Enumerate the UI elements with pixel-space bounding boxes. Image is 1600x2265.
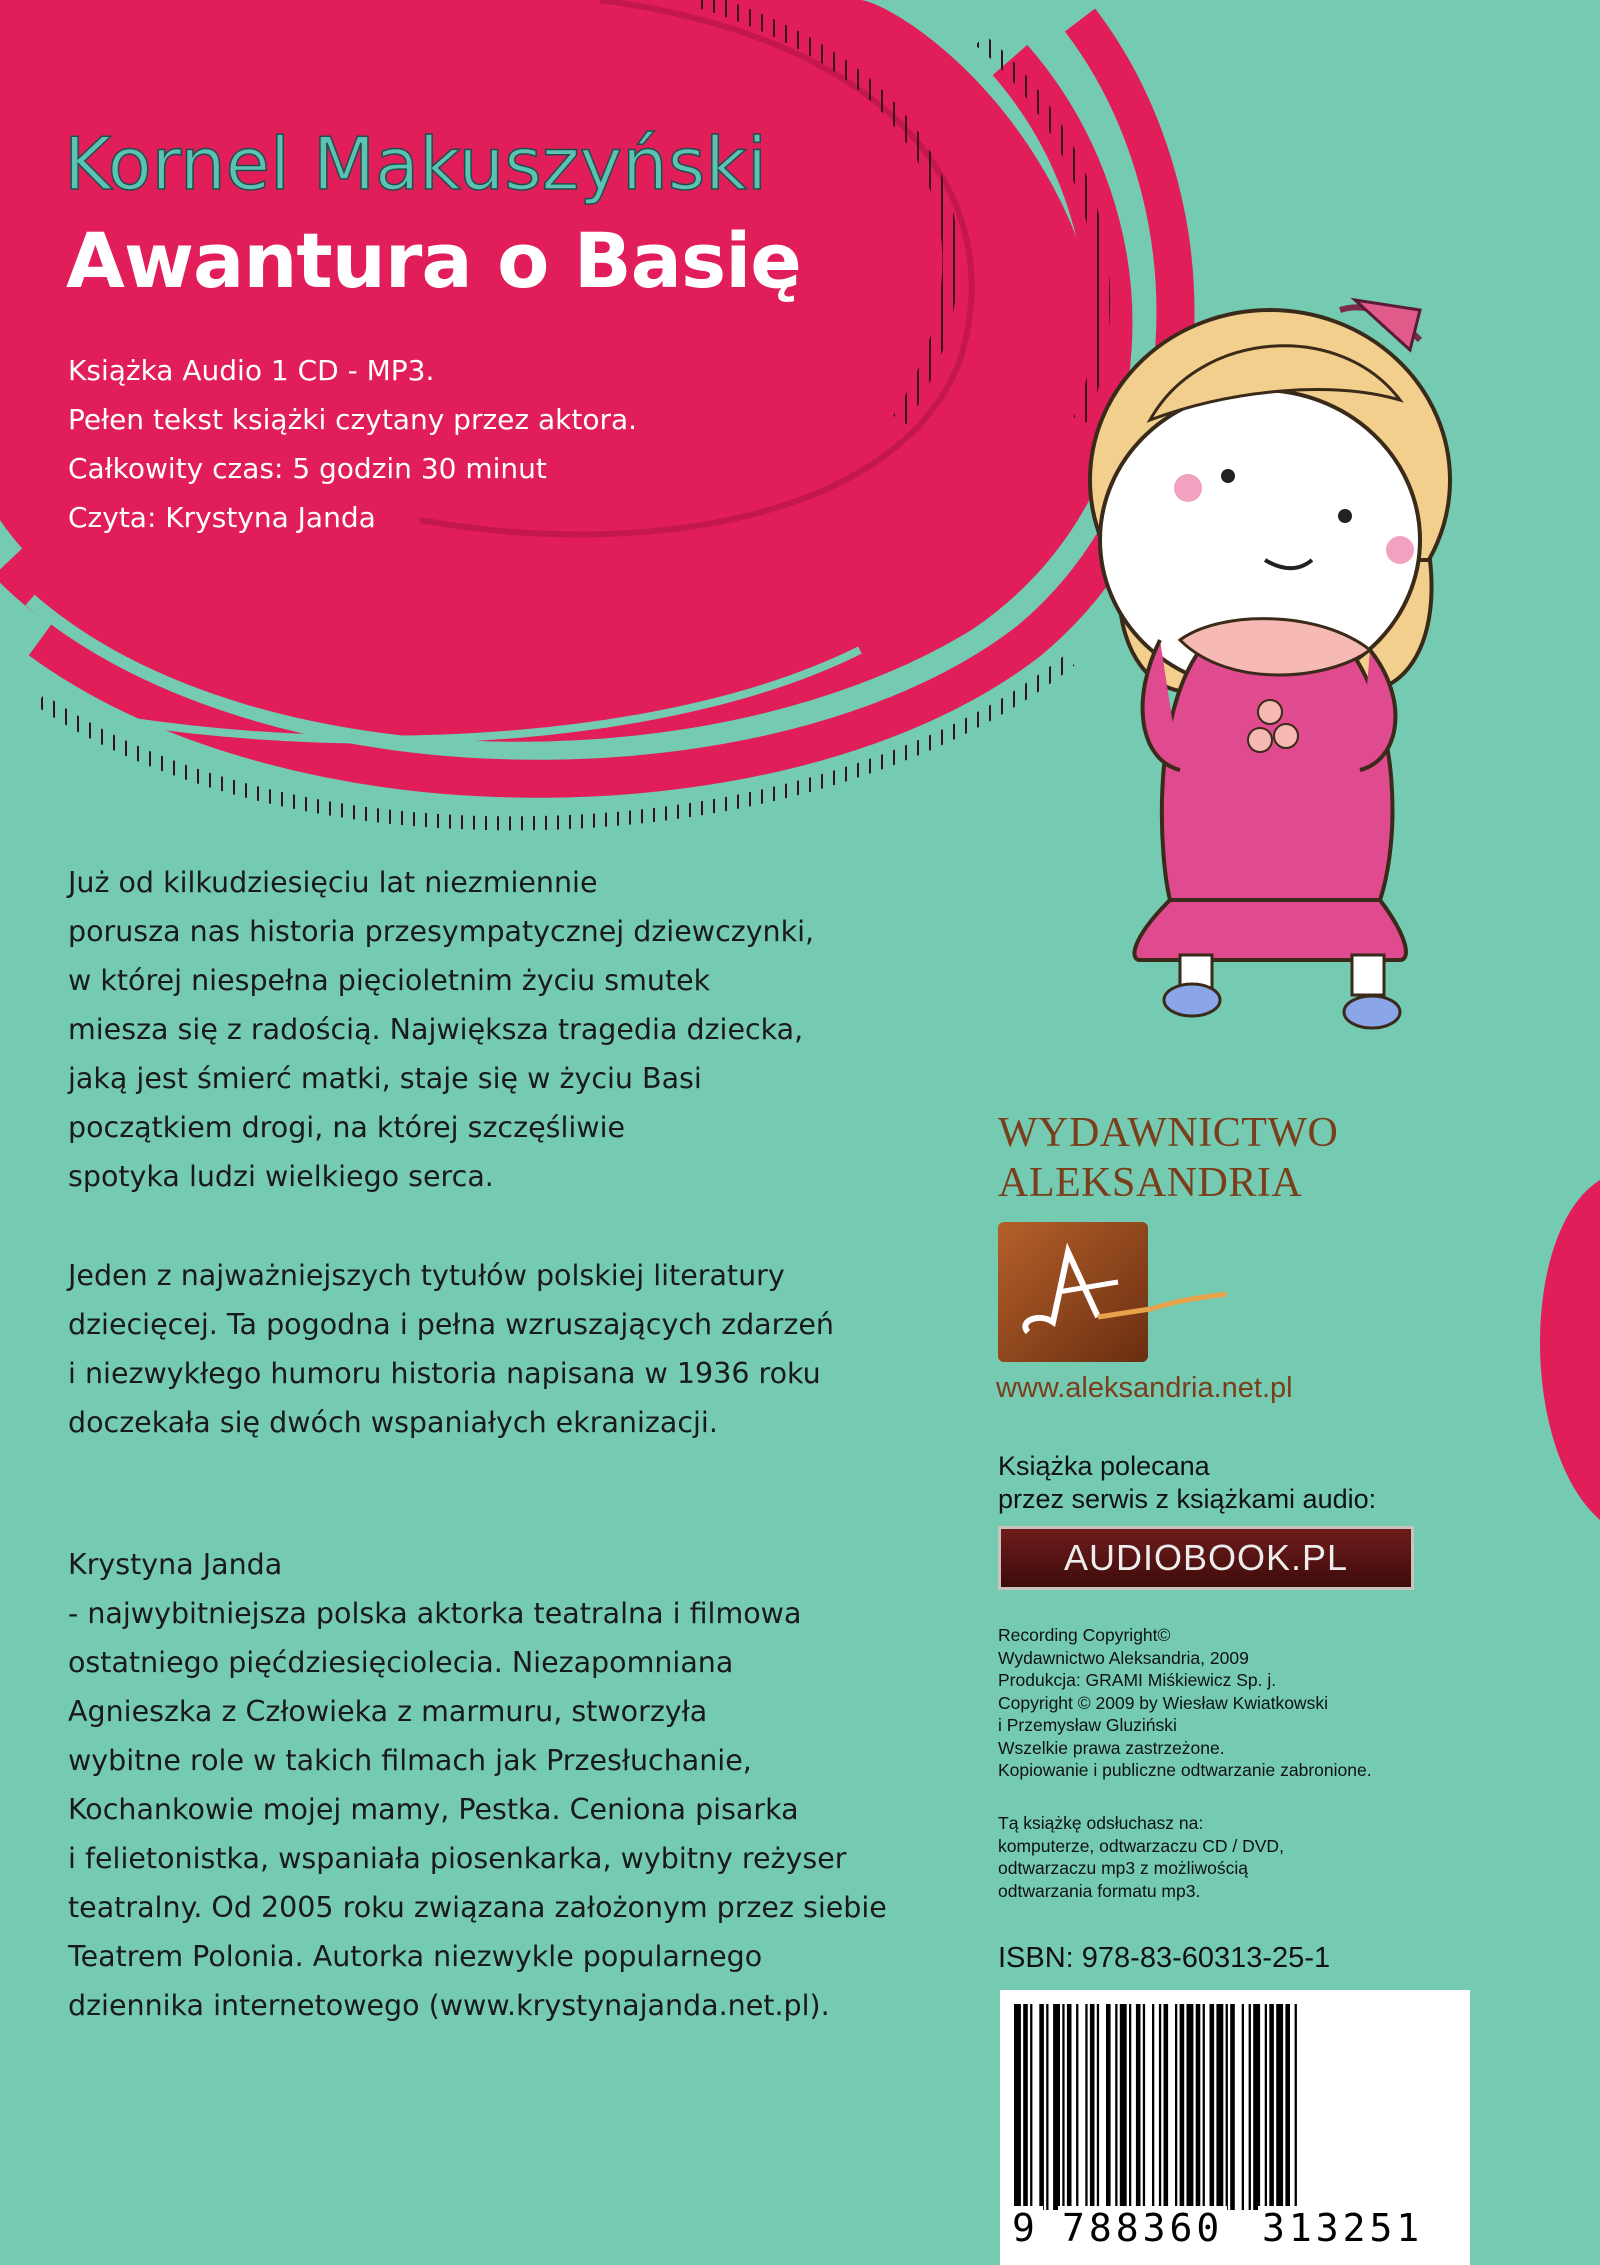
- barcode-bar: [1143, 2004, 1145, 2210]
- barcode-bar: [1249, 2004, 1251, 2210]
- barcode-bar: [1115, 2004, 1117, 2210]
- barcode-bar: [1136, 2004, 1141, 2210]
- narrator-bio: [68, 1540, 887, 2030]
- barcode-bar: [1180, 2004, 1185, 2210]
- text-line: dziecięcej. Ta pogodna i pełna wzruszających zdarzeń: [68, 1308, 834, 1341]
- barcode-bar: [1265, 2004, 1267, 2210]
- text-line: ostatniego pięćdziesięciolecia. Niezapomniana: [68, 1646, 734, 1679]
- publisher-url-link[interactable]: www.aleksandria.net.pl: [996, 1372, 1293, 1404]
- text-line: Jeden z najważniejszych tytułów polskiej literatury: [68, 1259, 785, 1292]
- text-line: Teatrem Polonia. Autorka niezwykle popularnego: [68, 1940, 763, 1973]
- text-line: dziennika internetowego (www.krystynajanda.net.pl).: [68, 1989, 830, 2022]
- info-line: Pełen tekst książki czytany przez aktora.: [68, 403, 638, 436]
- text-line: komputerze, odtwarzaczu CD / DVD,: [998, 1835, 1284, 1856]
- barcode-bar: [1175, 2004, 1177, 2210]
- barcode-bar: [1295, 2004, 1297, 2240]
- barcode-bar: [1159, 2004, 1161, 2240]
- barcode-bar: [1120, 2004, 1127, 2210]
- text-line: Produkcja: GRAMI Miśkiewicz Sp. j.: [998, 1670, 1277, 1690]
- text-line: Już od kilkudziesięciu lat niezmiennie: [68, 866, 598, 899]
- barcode-bar: [1242, 2004, 1244, 2210]
- text-line: Recording Copyright©: [998, 1625, 1171, 1645]
- text-line: miesza się z radością. Największa tragedia dziecka,: [68, 1013, 804, 1046]
- text-line: wybitne role w takich filmach jak Przesłuchanie,: [68, 1744, 752, 1777]
- bio-heading: Krystyna Janda: [68, 1548, 283, 1581]
- barcode-bar: [1187, 2004, 1194, 2210]
- text-line: przez serwis z książkami audio:: [998, 1484, 1377, 1514]
- text-line: początkiem drogi, na której szczęśliwie: [68, 1111, 626, 1144]
- publisher-name: [998, 1108, 1338, 1208]
- text-line: Kopiowanie i publiczne odtwarzanie zabronione.: [998, 1760, 1372, 1780]
- barcode-bar: [1014, 2004, 1021, 2240]
- barcode-bar: [1164, 2004, 1169, 2210]
- text-line: Wydawnictwo Aleksandria, 2009: [998, 1647, 1249, 1668]
- text-line: Agnieszka z Człowieka z marmuru, stworzyła: [68, 1695, 708, 1728]
- barcode-bar: [1276, 2004, 1283, 2210]
- text-line: Tą książkę odsłuchasz na:: [998, 1813, 1204, 1833]
- barcode-bar: [1285, 2004, 1290, 2210]
- barcode-bar: [1097, 2004, 1099, 2210]
- publisher-line: WYDAWNICTWO: [998, 1110, 1339, 1156]
- text-line: teatralny. Od 2005 roku związana założonym przez siebie: [68, 1891, 887, 1924]
- text-line: odtwarzaczu mp3 z możliwością: [998, 1858, 1248, 1878]
- barcode-bar: [1269, 2004, 1274, 2210]
- red-side-arc: [1540, 1180, 1600, 1520]
- audiobook-badge[interactable]: AUDIOBOOK.PL: [998, 1526, 1414, 1590]
- barcode: [1000, 1990, 1470, 2265]
- text-line: jaką jest śmierć matki, staje się w życiu Basi: [68, 1062, 702, 1095]
- barcode-bar: [1152, 2004, 1154, 2210]
- text-line: porusza nas historia przesympatycznej dziewczynki,: [68, 915, 815, 948]
- barcode-bar: [1085, 2004, 1087, 2210]
- text-line: odtwarzania formatu mp3.: [998, 1880, 1201, 1901]
- barcode-bar: [1216, 2004, 1223, 2210]
- text-line: i Przemysław Gluziński: [998, 1715, 1177, 1735]
- isbn-number: ISBN: 978-83-60313-25-1: [998, 1942, 1331, 1974]
- text-line: doczekała się dwóch wspaniałych ekranizacji.: [68, 1406, 718, 1439]
- description-paragraph-2: [68, 1251, 834, 1447]
- barcode-bar: [1090, 2004, 1095, 2210]
- text-line: - najwybitniejsza polska aktorka teatralna i filmowa: [68, 1597, 802, 1630]
- text-line: Wszelkie prawa zastrzeżone.: [998, 1737, 1225, 1758]
- text-line: Kochankowie mojej mamy, Pestka. Ceniona pisarka: [68, 1793, 799, 1826]
- barcode-bar: [1210, 2004, 1215, 2210]
- text-line: w której niespełna pięcioletnim życiu smutek: [68, 964, 711, 997]
- barcode-bar: [1129, 2004, 1131, 2210]
- publisher-line: ALEKSANDRIA: [998, 1160, 1303, 1206]
- book-title: Awantura o Basię: [66, 216, 801, 305]
- barcode-bar: [1203, 2004, 1205, 2210]
- author-name: Kornel Makuszyński: [64, 122, 767, 206]
- text-line: Książka polecana: [998, 1451, 1210, 1481]
- barcode-bar: [1106, 2004, 1111, 2210]
- barcode-bar: [1253, 2004, 1260, 2210]
- barcode-bar: [1023, 2004, 1028, 2240]
- barcode-bar: [1046, 2004, 1048, 2210]
- barcode-bar: [1226, 2004, 1228, 2210]
- text-line: i niezwykłego humoru historia napisana w 1936 roku: [68, 1357, 821, 1390]
- info-line: Całkowity czas: 5 godzin 30 minut: [68, 452, 547, 485]
- barcode-digits-left: 788360: [1058, 2206, 1227, 2250]
- info-line: Czyta: Krystyna Janda: [68, 501, 376, 534]
- audiobook-info: [68, 346, 637, 542]
- info-line: Książka Audio 1 CD - MP3.: [68, 354, 435, 387]
- barcode-bar: [1039, 2004, 1044, 2210]
- barcode-bar: [1062, 2004, 1064, 2210]
- text-line: Copyright © 2009 by Wiesław Kwiatkowski: [998, 1692, 1328, 1713]
- barcode-digits-right: 313251: [1258, 2206, 1427, 2250]
- girl-illustration: [1090, 300, 1450, 1028]
- text-line: i felietonistka, wspaniała piosenkarka, wybitny reżyser: [68, 1842, 847, 1875]
- barcode-bar: [1067, 2004, 1072, 2210]
- description-paragraph-1: [68, 858, 814, 1201]
- barcode-digit-first: 9: [1008, 2206, 1043, 2250]
- recommendation-text: [998, 1450, 1376, 1516]
- barcode-bar: [1030, 2004, 1032, 2210]
- barcode-digits: [1000, 2206, 1470, 2256]
- compatibility-info: [998, 1812, 1284, 1902]
- publisher-logo-icon: [998, 1222, 1148, 1362]
- barcode-bar: [1196, 2004, 1201, 2210]
- barcode-bar: [1230, 2004, 1235, 2210]
- text-line: spotyka ludzi wielkiego serca.: [68, 1160, 494, 1193]
- copyright-credits: [998, 1624, 1372, 1782]
- barcode-bar: [1053, 2004, 1060, 2210]
- barcode-bar: [1076, 2004, 1078, 2210]
- logo-swoosh: [1148, 1290, 1228, 1320]
